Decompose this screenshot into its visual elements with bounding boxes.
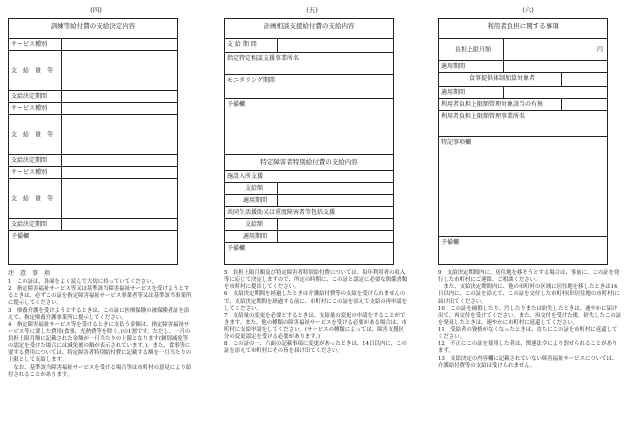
agency-label: 指定特定相談支援事業所名 <box>227 55 300 62</box>
service-type-label-2: サービス種別 <box>11 105 48 112</box>
amount-label-3: 支 給 量 等 <box>11 194 54 202</box>
note-2: 2 指定障害福祉サービス等又は基準該当障害福祉サービスを受けようとするときは、必ずこの証を指定障害福祉サービス事業者等又は基準該当事業所に提示してください。 <box>8 286 192 307</box>
panel-5-consultation-support <box>224 18 394 265</box>
remarks-label-6: 予備欄 <box>441 239 460 246</box>
note-6: 6 支給決定期間を経過したときは介護給付費等の支給を受けられませんので、支給決定期間を経過する前に、市町村にこの証を添えて支給の再申請をしてください。 <box>224 291 408 312</box>
yen-unit: 円 <box>596 45 603 53</box>
meal-period-label: 適用期間 <box>441 89 466 96</box>
note-7: 7 支給量の変更を必要とするときは、支給量の変更の申請をすることができます。また、他の種類の障害福祉サービスを受ける必要がある場合は、市町村に支給申請をしてください。(サービスの種類によっては、障害支援区分の変更認定を受ける必要があります。) <box>224 312 407 341</box>
service-type-label-1: サービス種別 <box>11 41 48 48</box>
facility-period-label: 適用期間 <box>243 197 268 204</box>
facility-amount-label: 支給額 <box>245 185 264 192</box>
panel-4-caption: (四) <box>90 6 102 14</box>
note-12: 12 不正にこの証を使用した者は、関連法令により罰せられることがあります。 <box>438 341 618 355</box>
note-4: 4 指定障害福祉サービス等を受けるときに支払う金額は、指定障害福祉サービス等に要した費用(食事、光熱費等を除く。)の1割です。ただし、一月の負担上限月額に記載された金額が一月当たりの上限となります(個別減免等の認定を受けた場合には減免後の額が表示されています。)。また、食事等に要する費用については、特定障害者特別給付費に記載する額を一月当たりの上限として支給します。 <box>8 321 192 364</box>
note-5: 5 負担上限月額及び特定障害者特別給付費については、毎年利用者の収入等に応じて決定しますので、所定の時期に、この証と認定に必要な関係書類を市町村に提出してください。 <box>224 270 408 291</box>
special-benefit-title: 特定障害者特別給付費の支給内容 <box>260 158 358 166</box>
note-11: 11 受給者の資格がなくなったときは、直ちにこの証を市町村に返還してください。 <box>438 327 618 341</box>
panel-4-training-benefits <box>8 18 178 265</box>
group-home-amount-label: 支給額 <box>245 221 264 228</box>
monitoring-label: モニタリング期間 <box>227 77 275 84</box>
period-label-2: 支給決定期間 <box>11 157 48 164</box>
group-home-label: 共同生活援助又は重度障害者等包括支援 <box>227 209 336 216</box>
pay-period-label: 支 給 期 間 <box>227 41 257 48</box>
mgmt-label: 利用者負担上限額管理対象該当の有無 <box>441 101 544 108</box>
panel-6-title: 利用者負担に関する事項 <box>487 22 559 30</box>
period-label-1: 支給決定期間 <box>11 93 48 100</box>
facility-label: 施設入所支援 <box>227 173 264 180</box>
panel-6-user-burden <box>438 18 608 265</box>
note-3: 3 療養介護を受けようとするときは、この証に医療保険の被保険者証を添えて、指定療養介護事業所に提示してください。 <box>8 307 190 321</box>
panel-5-title: 計画相談支援給付費の支給内容 <box>263 22 355 30</box>
special-notes-label: 特記事項欄 <box>441 139 472 146</box>
note-9: 9 支給決定期間内に、居住地を移そうとする場合は、事前に、この証を発行した市町村にご連絡、ご相談ください。 <box>438 270 620 284</box>
cap-monthly-label: 負担上限月額 <box>455 45 492 53</box>
service-type-label-3: サービス種別 <box>11 169 48 176</box>
group-home-period-label: 適用期間 <box>243 233 268 240</box>
cap-period-label: 適用期間 <box>441 63 466 70</box>
panel-6-caption: (六) <box>522 6 534 14</box>
note-13: 13 支給決定の内容欄に記載されていない障害福祉サービスについては、介護給付費等の支給は受けられません。 <box>438 355 618 369</box>
notes-column-2 <box>224 270 408 356</box>
remarks-label-1: 予備欄 <box>227 101 246 108</box>
note-4-addendum: なお、基準該当障害福祉サービスを受ける場合等は市町村の意見により給付されることがあります。 <box>8 364 192 378</box>
notes-column-3 <box>438 270 622 370</box>
panel-5-caption: (五) <box>306 6 318 14</box>
panel-4-title: 訓練等給付費の支給決定内容 <box>50 22 136 30</box>
note-10: 10 この証を破損したり、汚したりまたは紛失したときは、速やかに届け出て、再交付を受けてください。また、再交付を受けた後、紛失したこの証を発見したときは、速やかに市町村に返還してください。 <box>438 305 622 326</box>
remarks-label: 予備欄 <box>11 233 30 240</box>
note-8: 8 この証の一、六面の記載事項に変更があったときは、14日以内に、この証を添えて市町村にその旨を届け出てください。 <box>224 341 407 355</box>
period-label-3: 支給決定期間 <box>11 221 48 228</box>
meal-label: 食事提供体制加算対象者 <box>469 75 536 82</box>
notes-column-1 <box>8 279 192 379</box>
mgmt-office-label: 利用者負担上限額管理事業所名 <box>441 113 526 120</box>
remarks-label-2: 予備欄 <box>227 245 246 252</box>
amount-label-2: 支 給 量 等 <box>11 130 54 138</box>
amount-label-1: 支 給 量 等 <box>11 66 54 74</box>
note-9-addendum: また、支給決定期間内に、他の市町村の区域に居住地を移したときは14日以内に、この証を添えて、この証を交付した市町村(旧居住地の市町村)に届け出てください。 <box>438 284 620 305</box>
note-1: 1 この証は、各面をよく読んで大切に持っていてください。 <box>8 279 157 285</box>
notes-heading: 注 意 事 項 <box>8 270 51 277</box>
